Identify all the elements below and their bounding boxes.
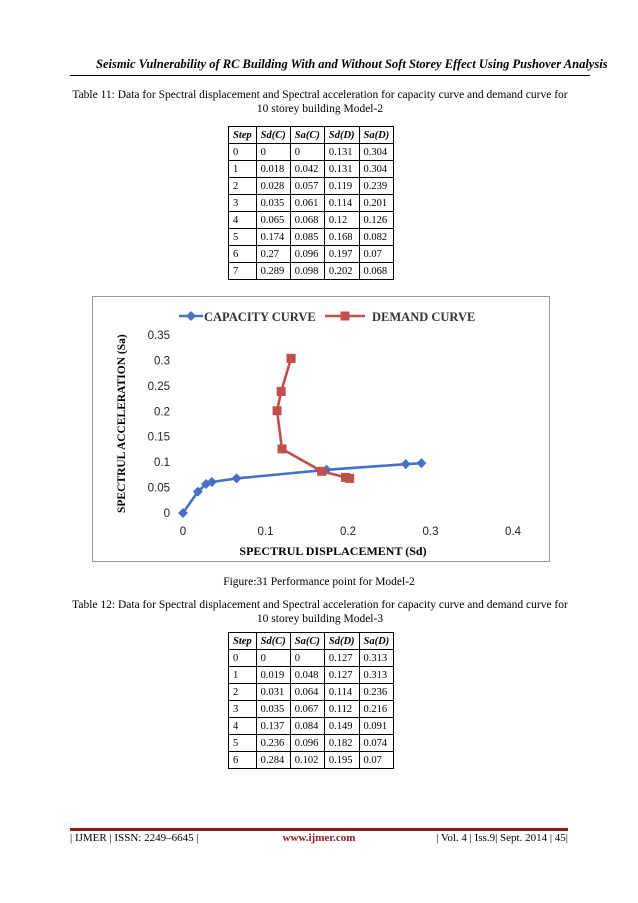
y-axis-label: SPECTRUL ACCELERATION (Sa) [116,334,128,513]
running-header: Seismic Vulnerability of RC Building With and Without Soft Storey Effect Using Pushover Analysis [96,57,608,71]
table-cell: 0.065 [256,212,290,229]
table-cell: 0.236 [256,735,290,752]
header-rule [70,75,590,76]
table-cell: 0.12 [324,212,359,229]
table-cell: 0.137 [256,718,290,735]
table-cell: 0.168 [324,229,359,246]
column-header: Sa(D) [359,127,394,144]
table-cell: 0.127 [324,650,359,667]
table-cell: 0 [229,144,257,161]
column-header: Sa(C) [290,633,324,650]
column-header: Sd(D) [324,633,359,650]
series-line-capacity [183,463,421,513]
table-cell: 0.202 [324,263,359,280]
table-cell: 0.018 [256,161,290,178]
table-11 [228,126,394,280]
table-cell: 4 [229,718,257,735]
capacity-point [232,473,242,483]
legend-label: DEMAND CURVE [372,310,476,324]
table-12 [228,632,394,769]
table-cell: 0.174 [256,229,290,246]
table-cell: 5 [229,735,257,752]
table-cell: 0.27 [256,246,290,263]
table-cell: 0 [256,144,290,161]
x-tick-label: 0.2 [340,526,356,538]
column-header: Step [229,633,257,650]
table-cell: 0.284 [256,752,290,769]
table-row [229,701,394,718]
table-cell: 0.182 [324,735,359,752]
column-header: Sd(C) [256,127,290,144]
y-tick-label: 0.2 [154,406,170,419]
demand-point [287,354,296,363]
demand-point [273,406,282,415]
column-header: Sd(D) [324,127,359,144]
table-cell: 1 [229,161,257,178]
table-cell: 0.031 [256,684,290,701]
table-cell: 0.131 [324,161,359,178]
footer-website-link[interactable]: www.ijmer.com [282,832,356,844]
table-cell: 4 [229,212,257,229]
table-cell: 0.028 [256,178,290,195]
table-11-caption: Table 11: Data for Spectral displacement and Spectral acceleration for capacity curve and demand curve for 10 storey building Model-2 [72,89,568,115]
table-cell: 0.084 [290,718,324,735]
table-row [229,667,394,684]
legend-label: CAPACITY CURVE [204,310,316,324]
table-cell: 0.057 [290,178,324,195]
table-cell: 2 [229,684,257,701]
demand-point [345,474,354,483]
x-axis-label: SPECTRUL DISPLACEMENT (Sd) [239,544,427,558]
table-cell: 0.304 [359,144,394,161]
table-cell: 0.195 [324,752,359,769]
table-cell: 0.068 [290,212,324,229]
footer-volume: | Vol. 4 | Iss.9| Sept. 2014 | 45| [436,832,568,844]
footer-rule [70,828,568,831]
table-cell: 0 [256,650,290,667]
table-cell: 0.07 [359,246,394,263]
table-cell: 0.197 [324,246,359,263]
table-cell: 0.035 [256,195,290,212]
table-cell: 0.096 [290,246,324,263]
table-cell: 0.067 [290,701,324,718]
table-cell: 0.114 [324,684,359,701]
chart-frame [92,296,550,562]
table-cell: 0.239 [359,178,394,195]
column-header: Sa(C) [290,127,324,144]
plot-area [178,354,426,518]
table-cell: 0 [290,144,324,161]
table-cell: 0.07 [359,752,394,769]
table-cell: 1 [229,667,257,684]
table-row [229,195,394,212]
capacity-point [416,458,426,468]
table-cell: 0.085 [290,229,324,246]
x-tick-label: 0.1 [257,526,274,538]
y-tick-label: 0.35 [147,330,170,342]
table-cell: 3 [229,701,257,718]
table-row [229,178,394,195]
demand-point [277,387,286,396]
table-cell: 0.074 [359,735,394,752]
axis-ticks [148,330,522,538]
table-row [229,684,394,701]
table-cell: 0.042 [290,161,324,178]
table-cell: 5 [229,229,257,246]
table-cell: 0.127 [324,667,359,684]
table-cell: 2 [229,178,257,195]
table-cell: 0.082 [359,229,394,246]
x-tick-label: 0.4 [505,526,521,538]
y-tick-label: 0 [163,508,170,520]
table-header-row [229,633,394,650]
y-tick-label: 0.05 [147,482,170,495]
table-cell: 0.131 [324,144,359,161]
table-row [229,161,394,178]
demand-point [317,467,326,476]
table-cell: 0.068 [359,263,394,280]
table-row [229,144,394,161]
table-cell: 0 [290,650,324,667]
table-row [229,229,394,246]
table-cell: 0.313 [359,650,394,667]
legend-marker [186,311,196,321]
table-cell: 0.098 [290,263,324,280]
demand-point [278,444,287,453]
table-cell: 0.304 [359,161,394,178]
table-row [229,718,394,735]
table-cell: 0.102 [290,752,324,769]
chart-legend [179,310,475,324]
performance-point-chart [93,297,549,561]
y-tick-label: 0.25 [147,380,170,393]
table-cell: 6 [229,752,257,769]
table-row [229,212,394,229]
capacity-point [401,459,411,469]
table-cell: 0.313 [359,667,394,684]
table-cell: 0.019 [256,667,290,684]
table-header-row [229,127,394,144]
y-tick-label: 0.15 [147,431,170,444]
table-cell: 0.289 [256,263,290,280]
table-12-caption: Table 12: Data for Spectral displacement and Spectral acceleration for capacity curve and demand curve for 10 storey building Model-3 [72,599,568,625]
y-tick-label: 0.3 [154,355,170,368]
table-cell: 0.236 [359,684,394,701]
column-header: Sa(D) [359,633,394,650]
table-cell: 0.126 [359,212,394,229]
table-row [229,650,394,667]
table-cell: 0.201 [359,195,394,212]
table-cell: 6 [229,246,257,263]
column-header: Sd(C) [256,633,290,650]
table-cell: 0.114 [324,195,359,212]
x-tick-label: 0 [179,526,187,538]
column-header: Step [229,127,257,144]
table-cell: 0.112 [324,701,359,718]
table-cell: 7 [229,263,257,280]
table-cell: 0.035 [256,701,290,718]
x-tick-label: 0.3 [422,526,439,538]
table-cell: 0.096 [290,735,324,752]
legend-marker [341,312,350,321]
series-line-demand [277,358,350,478]
table-cell: 0 [229,650,257,667]
figure-31-caption: Figure:31 Performance point for Model-2 [223,576,415,588]
table-row [229,263,394,280]
table-cell: 0.216 [359,701,394,718]
table-cell: 0.091 [359,718,394,735]
table-cell: 0.048 [290,667,324,684]
table-cell: 0.119 [324,178,359,195]
table-row [229,752,394,769]
table-row [229,735,394,752]
table-cell: 0.149 [324,718,359,735]
table-row [229,246,394,263]
footer-journal: | IJMER | ISSN: 2249–6645 | [70,832,199,844]
y-tick-label: 0.1 [154,457,170,470]
table-cell: 3 [229,195,257,212]
table-cell: 0.061 [290,195,324,212]
table-cell: 0.064 [290,684,324,701]
